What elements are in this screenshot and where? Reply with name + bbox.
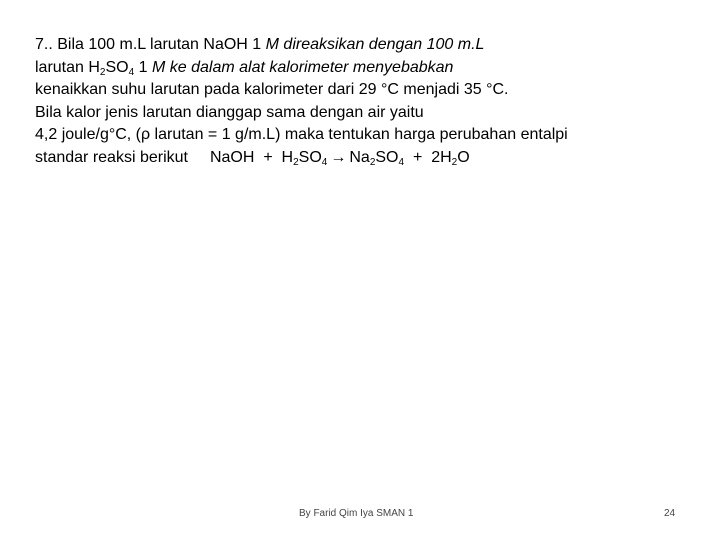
subscript: 2 <box>451 156 458 168</box>
problem-line-6-text: standar reaksi berikut <box>35 148 188 166</box>
reaction-arrow-icon: → <box>330 148 347 166</box>
subscript: 2 <box>99 66 106 78</box>
slide-footer <box>0 508 720 522</box>
formula-part: SO <box>298 148 322 166</box>
problem-line-5: 4,2 joule/g°C, (ρ larutan = 1 g/m.L) maka tentukan harga perubahan entalpi <box>35 126 568 144</box>
problem-line-1-italic: M direaksikan dengan 100 m.L <box>265 36 485 53</box>
problem-text <box>35 34 705 170</box>
problem-line-3: kenaikkan suhu larutan pada kalorimeter dari 29 °C menjadi 35 °C. <box>35 81 509 99</box>
reactant-naoh: NaOH + H <box>209 148 294 166</box>
concentration: 1 <box>134 58 152 76</box>
problem-line-2-text: larutan H <box>35 58 100 76</box>
problem-line-6 <box>35 147 705 170</box>
problem-line-1 <box>35 34 705 57</box>
footer-author: By Farid Qim Iya SMAN 1 <box>299 508 414 519</box>
subscript: 4 <box>321 156 328 168</box>
subscript: 4 <box>398 156 405 168</box>
product-water: + 2H <box>404 148 452 166</box>
subscript: 2 <box>293 156 299 168</box>
problem-line-4: Bila kalor jenis larutan dianggap sama dengan air yaitu <box>35 103 424 121</box>
subscript: 4 <box>128 66 135 78</box>
formula-part: SO <box>105 58 129 76</box>
reaction-equation <box>210 149 470 166</box>
formula-part: O <box>457 148 470 166</box>
product-na2so4: Na <box>349 148 370 166</box>
formula-part: SO <box>375 148 399 166</box>
problem-line-2 <box>35 57 705 80</box>
subscript: 2 <box>369 156 376 168</box>
page-number: 24 <box>664 508 676 519</box>
problem-line-1-text: 7.. Bila 100 m.L larutan NaOH 1 <box>35 36 266 53</box>
problem-line-2-italic: M ke dalam alat kalorimeter menyebabkan <box>151 58 454 76</box>
